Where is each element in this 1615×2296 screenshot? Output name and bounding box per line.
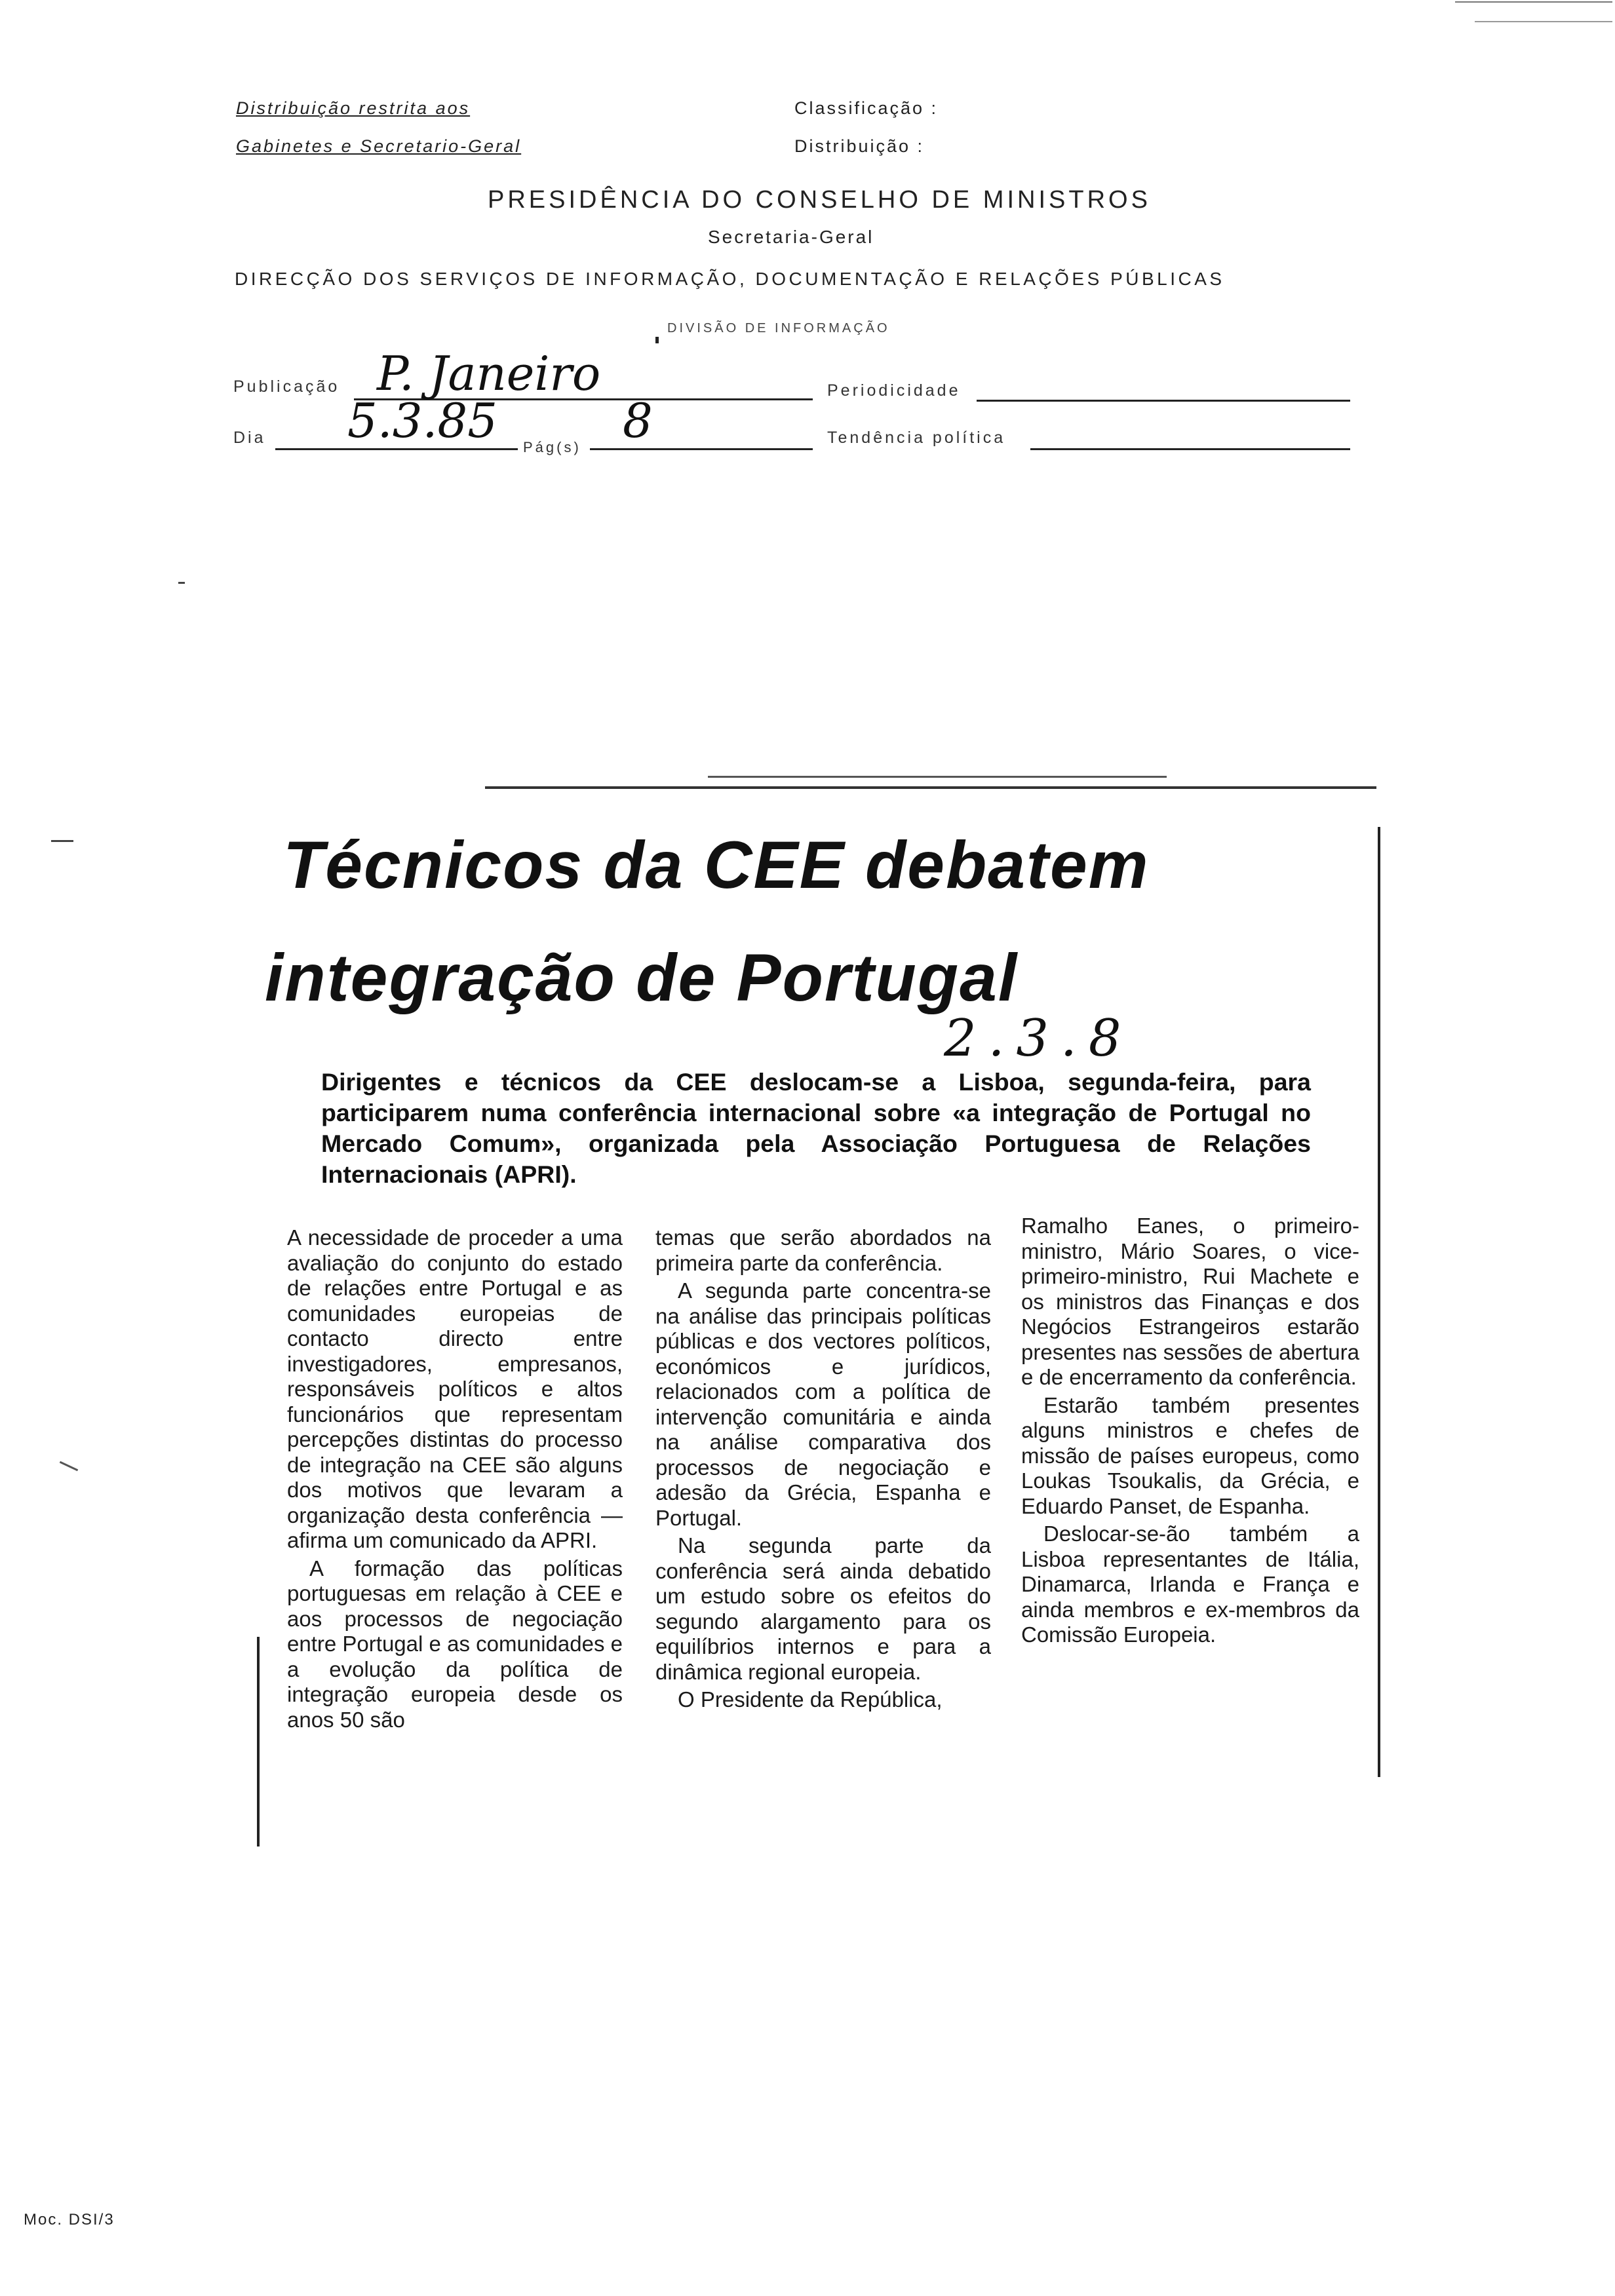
article-column-2	[655, 1225, 991, 1713]
pages-line	[590, 448, 813, 450]
distribution-label: Distribuição :	[794, 136, 925, 156]
column3-paragraph: Estarão também presentes alguns ministros e chefes de missão de países europeus, como Loukas Tsoukalis, da Grécia, e Eduardo Panset, de Espanha.	[1021, 1392, 1359, 1518]
article-column-1	[287, 1225, 623, 1732]
column2-paragraph: A segunda parte concentra-se na análise das principais políticas públicas e dos vectores políticos, económicos e jurídicos, relacionados com a política de intervenção comunitária e ainda na análise comparativa dos processos de negociação e adesão da Grécia, Espanha e Portugal.	[655, 1278, 991, 1530]
form-code: Moc. DSI/3	[24, 2211, 115, 2229]
clipping-top-rule	[485, 786, 1376, 789]
ink-dot	[655, 337, 659, 343]
column2-paragraph: temas que serão abordados na primeira parte da conferência.	[655, 1225, 991, 1275]
column3-paragraph: Ramalho Eanes, o primeiro-ministro, Mário Soares, o vice-primeiro-ministro, Rui Machete e os ministros das Finanças e dos Negócios Estrangeiros estarão presentes nas sessões de abertura e de encerramento da conferência.	[1021, 1214, 1359, 1389]
pages-label: Pág(s)	[523, 439, 581, 455]
distribution-restriction-line1: Distribuição restrita aos	[236, 98, 471, 118]
tendency-line	[1030, 448, 1350, 450]
day-label: Dia	[233, 429, 266, 447]
clipping-right-edge	[1378, 827, 1380, 1777]
directorate-title: DIRECÇÃO DOS SERVIÇOS DE INFORMAÇÃO, DOCUMENTAÇÃO E RELAÇÕES PÚBLICAS	[235, 269, 1225, 289]
secretariat-title: Secretaria-Geral	[708, 227, 874, 247]
publication-handwritten: P. Janeiro	[377, 346, 601, 401]
tendency-label: Tendência política	[827, 429, 1006, 447]
periodicity-label: Periodicidade	[827, 381, 961, 400]
column2-paragraph: Na segunda parte da conferência será ainda debatido um estudo sobre os efeitos do segundo alargamento para os equilíbrios internos e para a dinâmica regional europeia.	[655, 1533, 991, 1684]
handwritten-date-annotation: 2.3.8	[944, 1009, 1133, 1068]
pages-handwritten: 8	[623, 393, 653, 448]
clipping-left-edge	[257, 1637, 260, 1846]
division-title: DIVISÃO DE INFORMAÇÃO	[667, 321, 890, 335]
scan-mark	[51, 840, 73, 842]
clipping-top-rule-shadow	[708, 776, 1167, 778]
headline-line1: Técnicos da CEE debatem	[283, 828, 1150, 902]
scan-mark	[60, 1461, 78, 1471]
article-lead: Dirigentes e técnicos da CEE deslocam-se a Lisboa, segunda-feira, para participarem numa conferência internacional sobre «a integração de Portugal no Mercado Comum», organizada pela Associação Portuguesa de Relações Internacionais (APRI).	[321, 1068, 1311, 1188]
presidency-title: PRESIDÊNCIA DO CONSELHO DE MINISTROS	[488, 186, 1151, 214]
publication-label: Publicação	[233, 377, 340, 396]
scan-mark	[178, 582, 185, 584]
scan-mark	[1455, 1, 1612, 3]
headline-line2: integração de Portugal	[265, 940, 1019, 1015]
distribution-restriction-line2: Gabinetes e Secretario-Geral	[236, 136, 522, 156]
column2-paragraph: O Presidente da República,	[678, 1687, 943, 1712]
column1-paragraph: A formação das políticas portuguesas em relação à CEE e aos processos de negociação entre Portugal e as comunidades e a evolução da política de integração europeia desde os anos 50 são	[287, 1556, 623, 1732]
scan-mark	[1475, 21, 1612, 22]
day-line	[275, 448, 518, 450]
column3-paragraph: Deslocar-se-ão também a Lisboa representantes de Itália, Dinamarca, Irlanda e França e ainda membros e ex-membros da Comissão Europeia.	[1021, 1521, 1359, 1647]
column1-paragraph: A necessidade de proceder a uma avaliação do conjunto do estado de relações entre Portugal e as comunidades europeias de contacto directo entre investigadores, empresanos, responsáveis políticos e altos funcionários que representam percepções distintas do processo de integração na CEE são alguns dos motivos que levaram a organização desta conferência — afirma um comunicado da APRI.	[287, 1225, 623, 1552]
article-column-3	[1021, 1214, 1359, 1648]
day-handwritten: 5.3.85	[347, 393, 498, 448]
periodicity-line	[977, 400, 1350, 402]
classification-label: Classificação :	[794, 98, 939, 118]
